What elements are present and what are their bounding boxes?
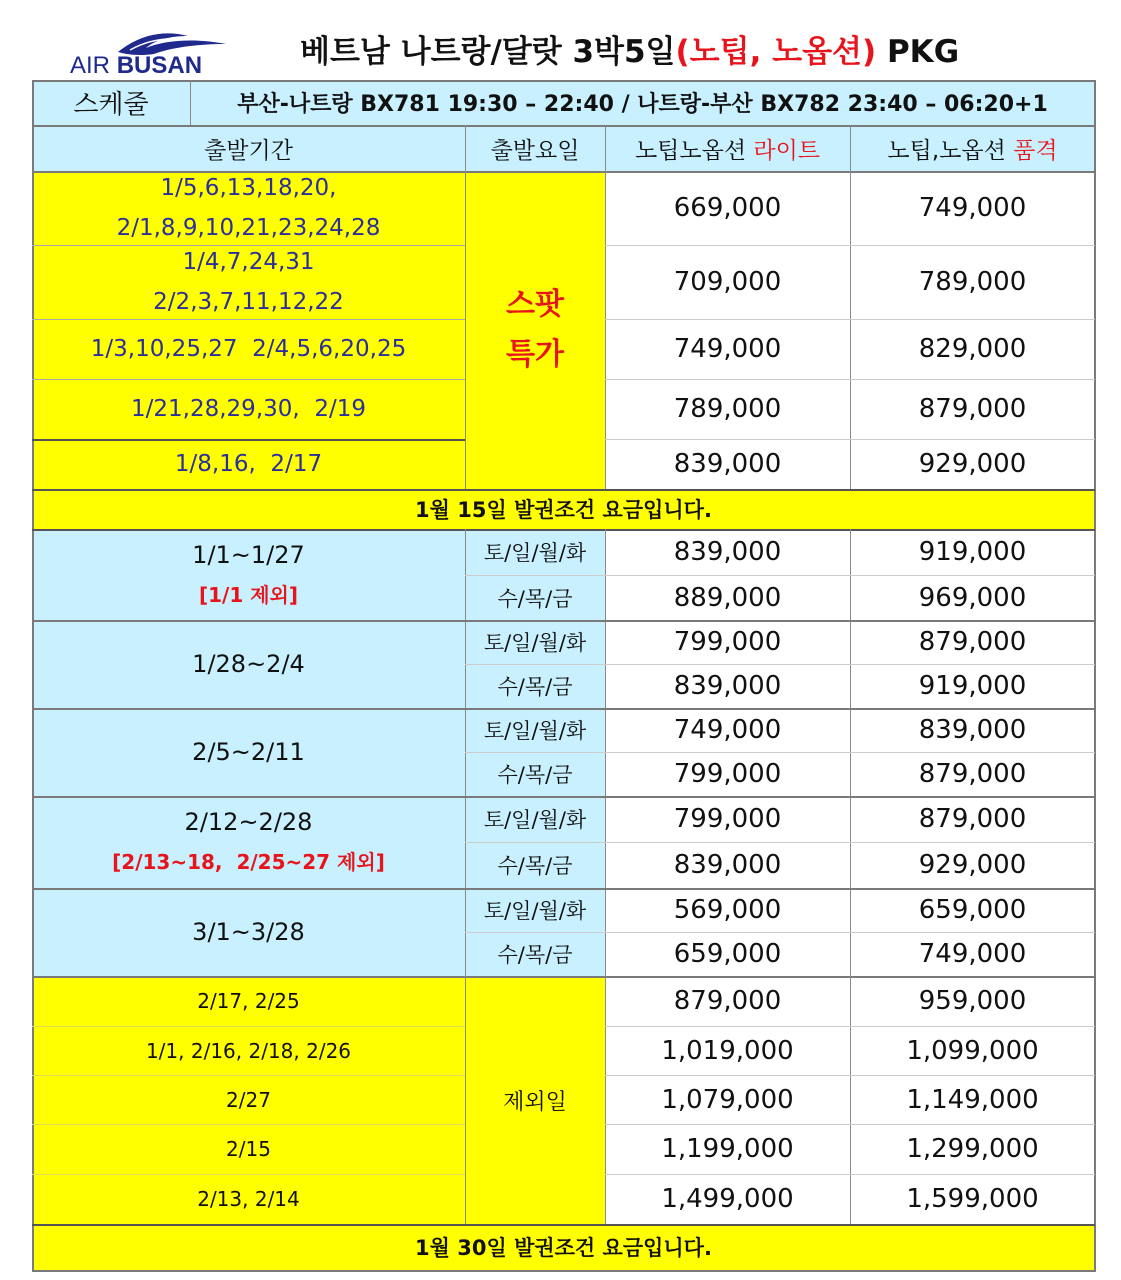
- premium-price: 879,000: [850, 752, 1095, 796]
- spot-notice: 1월 15일 발권조건 요금입니다.: [32, 489, 1095, 529]
- grid-line: [32, 708, 1095, 710]
- season-period: [32, 888, 465, 976]
- season-period-range: 1/1~1/27: [192, 540, 305, 569]
- grid-line: [465, 664, 1095, 665]
- grid-line: [605, 1075, 1095, 1076]
- premium-price: 919,000: [850, 664, 1095, 708]
- schedule-value: 부산-나트랑 BX781 19:30 – 22:40 / 나트랑-부산 BX782 23:40 – 06:20+1: [190, 80, 1095, 125]
- grid-line: [32, 439, 465, 441]
- spot-period-line1: 1/21,28,29,30, 2/19: [131, 396, 366, 422]
- spot-premium-price: 879,000: [850, 379, 1095, 439]
- spot-lite-price: 839,000: [605, 439, 850, 489]
- spot-lite-price: 749,000: [605, 319, 850, 379]
- grid-line: [32, 489, 1095, 491]
- spot-period-line1: 1/3,10,25,27 2/4,5,6,20,25: [90, 336, 407, 362]
- col-header-period: 출발기간: [32, 125, 465, 171]
- grid-line: [605, 379, 1095, 380]
- weekday-cell: 토/일/월/화: [465, 529, 605, 575]
- season-period-range: 2/5~2/11: [192, 738, 305, 766]
- spot-deal-line2: 특가: [506, 337, 564, 372]
- excluded-period: 2/27: [32, 1075, 465, 1124]
- spot-deal-label: [465, 171, 605, 489]
- col-header-premium-suffix: 품격: [1013, 137, 1058, 164]
- grid-line: [465, 125, 466, 489]
- grid-line: [32, 171, 1095, 173]
- weekday-cell: 토/일/월/화: [465, 708, 605, 752]
- premium-price: 929,000: [850, 842, 1095, 888]
- grid-line: [605, 125, 606, 489]
- excluded-notice: 1월 30일 발권조건 요금입니다.: [32, 1224, 1095, 1270]
- grid-line: [605, 439, 1095, 440]
- lite-price: 799,000: [605, 752, 850, 796]
- weekday-cell: 토/일/월/화: [465, 796, 605, 842]
- grid-line: [465, 976, 466, 1224]
- excluded-period: 2/17, 2/25: [32, 976, 465, 1026]
- spot-period-line1: 1/5,6,13,18,20,: [160, 175, 337, 201]
- premium-price: 879,000: [850, 620, 1095, 664]
- weekday-cell: 수/목/금: [465, 575, 605, 620]
- excluded-period: 2/13, 2/14: [32, 1174, 465, 1224]
- premium-price: 839,000: [850, 708, 1095, 752]
- premium-price: 919,000: [850, 529, 1095, 575]
- spot-deal-line1: 스팟: [506, 287, 564, 322]
- col-header-weekday: 출발요일: [465, 125, 605, 171]
- grid-line: [32, 1270, 1095, 1272]
- grid-line: [32, 1026, 465, 1027]
- spot-premium-price: 749,000: [850, 171, 1095, 245]
- col-header-premium-prefix: 노팁,노옵션: [887, 137, 1014, 164]
- schedule-label: 스케줄: [32, 80, 190, 125]
- grid-line: [190, 80, 191, 125]
- spot-premium-price: 829,000: [850, 319, 1095, 379]
- grid-line: [32, 1124, 465, 1125]
- season-period-note: [2/13~18, 2/25~27 제외]: [112, 850, 385, 874]
- title-main: 베트남 나트랑/달랏 3박5일: [300, 34, 676, 70]
- weekday-cell: 토/일/월/화: [465, 888, 605, 932]
- grid-line: [605, 1026, 1095, 1027]
- lite-price: 659,000: [605, 932, 850, 976]
- premium-price: 879,000: [850, 796, 1095, 842]
- spot-period: [32, 319, 465, 379]
- excluded-period: 1/1, 2/16, 2/18, 2/26: [32, 1026, 465, 1075]
- spot-period-line1: 1/8,16, 2/17: [174, 451, 323, 477]
- weekday-cell: 수/목/금: [465, 664, 605, 708]
- premium-price: 659,000: [850, 888, 1095, 932]
- spot-period: [32, 245, 465, 319]
- grid-line: [32, 620, 1095, 622]
- excluded-label: 제외일: [465, 976, 605, 1224]
- excluded-lite-price: 879,000: [605, 976, 850, 1026]
- col-header-lite: [605, 125, 850, 171]
- spot-period: [32, 439, 465, 489]
- grid-line: [32, 1075, 465, 1076]
- excluded-premium-price: 1,299,000: [850, 1124, 1095, 1174]
- season-period: [32, 620, 465, 708]
- grid-line: [32, 796, 1095, 798]
- grid-line: [465, 575, 1095, 576]
- title-pkg: PKG: [886, 34, 960, 70]
- lite-price: 839,000: [605, 664, 850, 708]
- premium-price: 749,000: [850, 932, 1095, 976]
- col-header-lite-prefix: 노팁노옵션: [634, 137, 754, 164]
- grid-line: [32, 125, 1095, 127]
- airbusan-logo: [70, 30, 230, 78]
- weekday-cell: 토/일/월/화: [465, 620, 605, 664]
- grid-line: [605, 319, 1095, 320]
- grid-line: [32, 1224, 1095, 1226]
- spot-premium-price: 789,000: [850, 245, 1095, 319]
- grid-line: [850, 976, 851, 1224]
- lite-price: 799,000: [605, 796, 850, 842]
- excluded-lite-price: 1,079,000: [605, 1075, 850, 1124]
- weekday-cell: 수/목/금: [465, 932, 605, 976]
- col-header-premium: [850, 125, 1095, 171]
- season-period-note: [1/1 제외]: [198, 582, 299, 607]
- season-period: [32, 529, 465, 620]
- lite-price: 889,000: [605, 575, 850, 620]
- lite-price: 839,000: [605, 529, 850, 575]
- season-period-range: 3/1~3/28: [192, 918, 305, 946]
- premium-price: 969,000: [850, 575, 1095, 620]
- lite-price: 799,000: [605, 620, 850, 664]
- grid-line: [32, 379, 465, 380]
- grid-line: [605, 976, 606, 1224]
- page-title: [300, 30, 959, 74]
- spot-period-line2: 2/2,3,7,11,12,22: [153, 289, 344, 315]
- grid-line: [850, 125, 851, 489]
- spot-period: [32, 379, 465, 439]
- spot-lite-price: 789,000: [605, 379, 850, 439]
- spot-period-line1: 1/4,7,24,31: [182, 249, 315, 275]
- season-period-range: 2/12~2/28: [184, 808, 313, 836]
- grid-line: [605, 245, 1095, 246]
- grid-line: [32, 888, 1095, 890]
- excluded-premium-price: 959,000: [850, 976, 1095, 1026]
- excluded-premium-price: 1,599,000: [850, 1174, 1095, 1224]
- grid-line: [465, 932, 1095, 933]
- grid-line: [605, 1124, 1095, 1125]
- col-header-lite-suffix: 라이트: [753, 137, 821, 164]
- grid-line: [32, 1174, 465, 1175]
- grid-line: [32, 80, 34, 1272]
- grid-line: [465, 752, 1095, 753]
- lite-price: 569,000: [605, 888, 850, 932]
- grid-line: [32, 245, 465, 246]
- weekday-cell: 수/목/금: [465, 752, 605, 796]
- grid-line: [32, 976, 1095, 978]
- excluded-lite-price: 1,499,000: [605, 1174, 850, 1224]
- spot-period: [32, 171, 465, 245]
- lite-price: 749,000: [605, 708, 850, 752]
- lite-price: 839,000: [605, 842, 850, 888]
- excluded-lite-price: 1,019,000: [605, 1026, 850, 1075]
- spot-period-line2: 2/1,8,9,10,21,23,24,28: [116, 215, 381, 241]
- spot-lite-price: 709,000: [605, 245, 850, 319]
- title-paren: (노팁, 노옵션): [675, 34, 877, 70]
- logo-air-text: AIR: [70, 52, 111, 79]
- grid-line: [465, 842, 1095, 843]
- grid-line: [1094, 80, 1096, 1272]
- excluded-premium-price: 1,099,000: [850, 1026, 1095, 1075]
- season-period: [32, 796, 465, 888]
- logo-busan-text: BUSAN: [116, 52, 203, 79]
- weekday-cell: 수/목/금: [465, 842, 605, 888]
- excluded-lite-price: 1,199,000: [605, 1124, 850, 1174]
- grid-line: [32, 529, 1095, 531]
- excluded-premium-price: 1,149,000: [850, 1075, 1095, 1124]
- season-period-range: 1/28~2/4: [192, 650, 305, 678]
- excluded-period: 2/15: [32, 1124, 465, 1174]
- season-period: [32, 708, 465, 796]
- price-table: [32, 80, 1095, 1272]
- spot-lite-price: 669,000: [605, 171, 850, 245]
- grid-line: [32, 319, 465, 320]
- grid-line: [605, 1174, 1095, 1175]
- spot-premium-price: 929,000: [850, 439, 1095, 489]
- grid-line: [32, 80, 1095, 82]
